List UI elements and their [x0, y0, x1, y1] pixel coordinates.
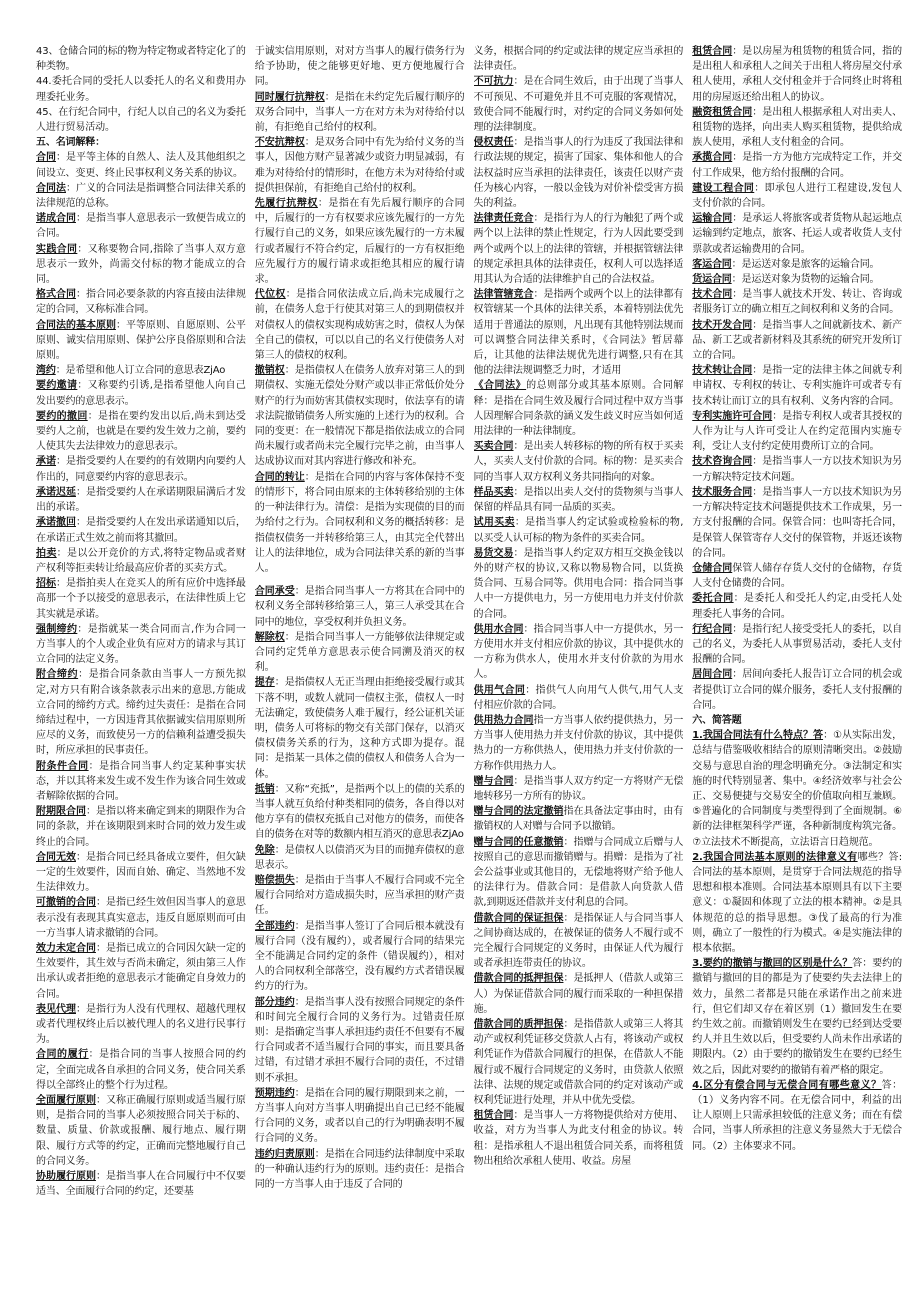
term-label: 违约归责原则	[254, 1148, 315, 1160]
definition-entry	[255, 90, 465, 136]
definition-text: ：是运送对象为货物的运输合同。	[731, 274, 880, 286]
definition-text: ：是指当事人没有按照合同规定的条件和时间完全履行合同的义务行为。过错责任原则：是指确定当事人承担违约责任不但要有不履行合同或者不适当履行合同的事实，而且要具备过错，有过错才承担不履行合同的责任，不过错则不承担。	[254, 996, 465, 1084]
definition-entry	[692, 105, 902, 151]
definition-entry	[692, 728, 902, 850]
term-label: 2.我国合同法基本原则的法律意义有	[692, 851, 858, 863]
term-label: 买卖合同	[473, 441, 514, 453]
term-label: 样品买卖	[473, 486, 514, 498]
definition-text: ：是运送对象是旅客的运输合同。	[731, 258, 880, 270]
definition-entry	[36, 211, 246, 241]
term-label: 融资租赁合同	[692, 106, 753, 118]
term-label: 提存	[254, 677, 275, 689]
term-label: 行纪合同	[692, 623, 733, 635]
definition-entry	[692, 591, 902, 621]
term-label: 法律管辖竞合	[473, 289, 534, 301]
definition-entry	[255, 675, 465, 781]
definition-entry	[692, 667, 902, 713]
term-label: 不可抗力	[473, 76, 514, 88]
text-paragraph	[36, 105, 246, 135]
definition-entry	[474, 835, 684, 911]
term-label: 技术开发合同	[692, 319, 753, 331]
definition-entry	[474, 804, 684, 834]
definition-text: ：是指两个或两个以上的法律都有权管辖某一个具体的法律关系，本着特别法优先适用于普通法的原则，凡出现有其他特别法规而可以调整合同法律关系时，《合同法》暂居幕后，让其他的法律法规优先进行调整,只有在其他的法律法规调整乏力时，才适用	[473, 289, 684, 377]
definition-text: ：是指以将来确定到来的期限作为合同的条款，并在该期限到来时合同的效力发生或终止的合同。	[36, 806, 246, 848]
term-label: 试用买卖	[473, 517, 515, 529]
term-label: 易货交易	[473, 547, 514, 559]
text-column-3	[474, 44, 684, 1289]
definition-entry	[36, 622, 246, 668]
definition-entry	[255, 135, 465, 196]
definition-text: ：是指受要约人在承诺期限届满后才发出的承诺。	[36, 486, 246, 514]
term-label: 诺成合同	[36, 213, 76, 225]
definition-text: ：是双务合同中有先为给付义务的当事人，因他方财产显著减少或资力明显减弱，有难为对待给付的情形时，在他方未为对待给付或提供担保前，有拒绝自己给付的权利。	[254, 137, 465, 194]
text-column-4	[692, 44, 902, 1289]
term-label: 承揽合同	[692, 152, 733, 164]
definition-entry	[36, 409, 246, 455]
term-label: 合同法的基本原则	[36, 319, 116, 331]
definition-text: ：是当事人一方将物提供给对方使用、收益，对方为当事人为此支付租金的协议。转租：是指承租人不退出租赁合同关系，而将租赁物出租给次承租人使用、收益。房屋	[473, 1110, 684, 1167]
term-label: 运输合同	[692, 213, 733, 225]
definition-entry	[692, 409, 902, 455]
definition-entry	[255, 919, 465, 995]
term-label: 免除	[254, 844, 275, 856]
definition-text: ：居间向委托人报告订立合同的机会或者提供订立合同的媒介服务，委托人支付报酬的合同。	[692, 669, 902, 711]
definition-text: ：是指当事人之间就新技术、新产品、新工艺或者新材料及其系统的研究开发所订立的合同。	[692, 319, 902, 362]
term-label: 1.我国合同法有什么特点？答	[692, 730, 824, 742]
definition-entry	[692, 956, 902, 1078]
definition-entry	[692, 287, 902, 317]
term-label: 解除权	[254, 631, 285, 643]
definition-text: 答：（1）义务内容不同。在无偿合同中，利益的出让人原则上只需承担较低的注意义务；而在有偿合同，当事人所承担的注意义务显然大于无偿合同。（2）主体要求不同。	[692, 1079, 902, 1152]
definition-text: ：是指合同已经具备成立要件，但欠缺一定的生效要件，因而自始、确定、当然地不发生法律效力。	[36, 851, 246, 894]
term-label: 抵销	[254, 783, 275, 795]
term-label: 建设工程合同	[692, 182, 755, 194]
term-label: 拍卖	[36, 547, 57, 559]
definition-entry	[692, 1078, 902, 1154]
term-label: 部分违约	[254, 996, 295, 1008]
definition-text: 43、仓储合同的标的物为特定物或者特定化了的种类物。	[36, 46, 246, 73]
definition-entry	[36, 804, 246, 850]
text-paragraph	[36, 44, 246, 74]
definition-entry	[255, 995, 465, 1086]
definition-entry	[36, 318, 246, 364]
term-label: 合同的履行	[36, 1049, 89, 1061]
definition-entry	[692, 485, 902, 561]
definition-text: ：是指专利权人或者其授权的人作为让与人许可受让人在约定范围内实施专利，受让人支付约定使用费所订立的合同。	[692, 410, 902, 453]
definition-entry	[692, 272, 902, 287]
text-paragraph	[474, 44, 684, 74]
definition-text: 指一方当事人依约提供热力，另一方当事人使用热力并支付价款的协议，其中提供热力的一方称供热人，使用热力并支付价款的一方称作供用热力人。	[473, 714, 684, 772]
definition-entry	[36, 941, 246, 1002]
definition-entry	[36, 150, 246, 180]
term-label: 技术合同	[692, 289, 733, 301]
definition-text: ：是指当事人在合同履行中不仅要适当、全面履行合同的约定，还要基	[36, 1171, 246, 1198]
definition-entry	[692, 257, 902, 272]
definition-entry	[255, 782, 465, 843]
definition-entry	[692, 454, 902, 484]
term-label: 专利实施许可合同	[692, 410, 773, 422]
definition-text: ：是指债权人无正当理由拒绝接受履行或其下落不明，或数人就同一债权主张，债权人一时无法确定，致使债务人难于履行，经公证机关证明，债务人可将标的物交有关部门保存，以消灭债权债务关系的行为，这种方式即为提存。混同：是指某一具体之债的债权人和债务人合为一体。	[254, 677, 465, 780]
definition-text: 45、在行纪合同中，行纪人以自己的名义为委托人进行贸易活动。	[36, 106, 246, 134]
definition-text: ：是指拍卖人在竞买人的所有应价中选择最高那一个予以接受的意思表示，在法律性质上它其实就是承诺。	[36, 578, 246, 620]
term-label: 效力未定合同	[36, 942, 96, 954]
definition-text: ：是出卖人转移标的物的所有权于买卖人，买卖人支付价款的合同。标的物：是买卖合同的当事人双方权利义务共同指向的对象。	[473, 441, 684, 483]
definition-text: ：是指当事人意思表示一致便告成立的合同。	[36, 213, 246, 240]
term-label: 同时履行抗辩权	[254, 91, 325, 103]
definition-text: ：指合同当事人中一方提供水，另一方使用水并支付相应价款的协议，其中提供水的一方称为供水人，使用水并支付价款的为用水人。	[473, 623, 684, 681]
term-label: 全面履行原则	[36, 1095, 96, 1107]
definition-text: ：是指当事人的行为违反了我国法律和行政法规的规定，损害了国家、集体和他人的合法权益时应当承担的法律责任，该责任以财产责任为核心内容，一般以金钱为对价补偿受害方损失的利益。	[473, 137, 684, 210]
definition-text: 答：要约的撤销与撤回的目的都是为了使要约失去法律上的效力，虽然二者都是只能在承诺作出之前来进行，但它们却又存在着区别（1）撤回发生在要约生效之前。而撤销则发生在要约已经到达受要约人并且生效以后，但受要约人尚未作出承诺的期限内。（2）由于要约的撤销发生在要约已经生效之后，因此对要约的撤销有着严格的限定。	[692, 958, 902, 1076]
term-label: 合同承受	[254, 586, 295, 598]
definition-text: ：是指保证人与合同当事人之间协商达成的，在被保证的债务人不履行或不完全履行合同规定的义务时，由保证人代为履行或者承担连带责任的协议。	[473, 912, 684, 970]
definition-text: 于诚实信用原则，对对方当事人的履行债务行为给予协助，使之能够更好地、更方便地履行合同。	[254, 46, 465, 88]
section-heading: 六、简答题	[692, 714, 742, 726]
definition-text: ：是指受要约人在要约的有效期内向要约人作出的，同意要约内容的意思表示。	[36, 456, 246, 483]
definition-text: ：是指合同的当事人按照合同的约定，全面完成各自承担的合同义务，使合同关系得以全部终止的整个行为过程。	[36, 1049, 246, 1091]
definition-text: ：即承包人进行工程建设,发包人支付价款的合同。	[692, 182, 902, 210]
definition-text: ：是债权人以债消灭为目的而抛弃债权的意思表示。	[254, 844, 465, 871]
definition-text: ：是委托人和受托人约定,由受托人处理委托人事务的合同。	[692, 593, 902, 620]
definition-text: ：是指当事人双方约定一方将财产无偿地转移另一方所有的协议。	[473, 775, 684, 802]
definition-entry	[474, 774, 684, 804]
definition-text: ：是指一方为他方完成特定工作，并交付工作成果，他方给付报酬的合同。	[692, 152, 902, 179]
term-label: 撤销权	[254, 365, 285, 377]
definition-text: 指在具备法定事由时，由有撤销权的人对赠与合同予以撤销。	[473, 806, 684, 833]
term-label: 承诺	[36, 456, 56, 468]
definition-entry	[474, 971, 684, 1017]
definition-text: ：是指在合同的内容与客体保持不变的情形下，将合同由原来的主体转移给别的主体的一种法律行为。清偿：是指为实现债的目的而为给付之行为。合同权利和义务的概括转移：是指债权债务一并转移给第三人，由其完全代替出让人的法律地位，成为合同法律关系的新的当事人。	[254, 471, 465, 574]
definition-entry	[474, 911, 684, 972]
term-label: 技术服务合同	[692, 486, 753, 498]
definition-entry	[36, 378, 246, 408]
definition-text: ：是指合同依法成立后,尚未完成履行之前，在债务人怠于行使其对第三人的到期债权并对债权人的债权实现构成妨害之时，债权人为保全自己的债权，可以以自己的名义行使债务人对第三人的债权的权利。	[254, 289, 465, 362]
text-paragraph	[255, 44, 465, 90]
definition-text: ：是指就某一类合同而言,作为合同一方当事人的个人或企业负有应对方的请求与其订立合同的法定义务。	[36, 623, 246, 666]
definition-entry	[692, 181, 902, 211]
definition-text: ：指合同必要条款的内容直接由法律规定的合同，又称标准合同。	[36, 289, 246, 316]
definition-entry	[255, 630, 465, 676]
definition-text: ：是指当事人约定双方相互交换金钱以外的财产权的协议,又称以物易物合同，以货换货合同、互易合同等。供用电合同：指合同当事人中一方提供电力，另一方使用电力并支付价款的合同。	[473, 547, 684, 620]
term-label: 赠与合同	[473, 775, 514, 787]
definition-text: ：是指在合同的履行期限到来之前，一方当事人向对方当事人明确提出自己已经不能履行合同的义务，或者以自己的行为明确表明不履行合同的义务。	[254, 1087, 465, 1145]
term-label: 实践合同	[36, 243, 78, 255]
definition-entry	[255, 287, 465, 363]
term-label: 不安抗辩权	[254, 137, 305, 149]
term-label: 附条件合同	[36, 760, 89, 772]
term-label: 赔偿损失	[254, 874, 295, 886]
term-label: 预期违约	[254, 1087, 295, 1099]
definition-entry	[474, 439, 684, 485]
term-label: 租赁合同	[473, 1110, 514, 1122]
term-label: 合同	[36, 152, 56, 164]
definition-text: ：广义的合同法是指调整合同法律关系的法律规范的总称。	[36, 182, 246, 210]
definition-entry	[692, 150, 902, 180]
document-page	[36, 44, 902, 1289]
term-label: 先履行抗辩权	[254, 198, 318, 210]
definition-text: ：是承运人将旅客或者货物从起运地点运输到约定地点，旅客、托运人或者收货人支付票款或者运输费用的合同。	[692, 213, 902, 255]
term-label: 全部违约	[254, 920, 295, 932]
text-column-1	[36, 44, 246, 1289]
term-label: 技术转让合同	[692, 365, 753, 377]
definition-entry	[692, 211, 902, 257]
term-label: 《合同法》	[473, 380, 527, 392]
term-label: 要约邀请	[36, 380, 78, 392]
text-column-2	[255, 44, 465, 1289]
definition-entry	[255, 363, 465, 469]
definition-text: ：是指借款人或第三人将其动产或权利凭证移交贷款人占有，将该动产或权利凭证作为借款合同履行的担保，在借款人不能履行或不履行合同规定的义务时，由贷款人依照法律、法规的规定或借款合同的约定对该动产或权利凭证进行处理，并从中优先受偿。	[473, 1019, 684, 1107]
definition-entry	[474, 74, 684, 135]
definition-text: ：是以房屋为租赁物的租赁合同，指的是出租人和承租人之间关于出租人将房屋交付承租人使用，承租人交付租金并于合同终止时将租用的房屋返还给出租人的协议。	[692, 46, 902, 103]
definition-entry	[474, 378, 684, 439]
term-label: 赠与合同的任意撤销	[473, 836, 564, 848]
term-label: 4.区分有偿合同与无偿合同有哪些意义？	[692, 1079, 882, 1091]
definition-entry	[474, 1108, 684, 1169]
term-label: 供用水合同	[473, 623, 524, 635]
term-label: 法律责任竞合	[473, 213, 534, 225]
definition-entry	[474, 485, 684, 515]
definition-text: ：是指当事人一方以技术知识为另一方解决特定技术问题。	[692, 456, 902, 483]
definition-text: ：是当事人就技术开发、转让、咨询或者服务订立的确立相互之间权利和义务的合同。	[692, 289, 902, 316]
definition-text: ：①从实际出发，总结与借鉴吸收相结合的原则清晰突出。②鼓励交易与意思自治的理念明确充分。③法制定和实施的时代特别显著、集中。④经济效率与社会公正、交易便捷与交易安全的价值取向相互兼顾。⑤普遍化的合同制度与类型得到了全面规制。⑥新的法律框架科学严谨，各种新制度构筑完备。⑦立法技术不断提高，立法语言日趋规范。	[692, 730, 902, 848]
term-label: 协助履行原则	[36, 1171, 96, 1183]
section-heading: 五、名词解释：	[36, 137, 105, 149]
definition-entry	[474, 713, 684, 774]
definition-entry	[255, 584, 465, 630]
definition-text: ：是指合同条款由当事人一方预先拟定,对方只有附合该条款表示出来的意思,方能成立合同的缔约方式。缔约过失责任：是指在合同缔结过程中，一方因违背其依据诚实信用原则所应尽的义务，而致使另一方的信赖利益遭受损失时，所应承担的民事责任。	[36, 669, 246, 757]
definition-text: ：是指在有先后履行顺序的合同中，后履行的一方有权要求应该先履行的一方先行履行自己的义务，如果应该先履行的一方未履行或者履行不符合约定，后履行的一方有权拒绝应先履行方的履行请求或拒绝其相应的履行请求。	[254, 198, 465, 286]
definition-entry	[474, 287, 684, 378]
definition-entry	[692, 363, 902, 409]
definition-text: ：是指当事人约定试验或检验标的物,以买受人认可标的物为条件的买卖合同。	[473, 517, 684, 544]
definition-entry	[36, 287, 246, 317]
definition-text: 44.委托合同的受托人以委托人的名义和费用办理委托业务。	[36, 76, 246, 103]
definition-entry	[255, 470, 465, 576]
term-label: 借款合同的抵押担保	[473, 973, 564, 985]
term-label: 仓储合同	[692, 562, 733, 574]
definition-text: ：是指在要约发出以后,尚未到达受要约人之前，也就是在要约发生效力之前，要约人使其失去法律效力的意思表示。	[36, 410, 246, 453]
definition-text: ：是指在未约定先后履行顺序的双务合同中，当事人一方在对方未为对待给付以前，有拒绝自己给付的权利。	[254, 91, 465, 134]
term-label: 供用气合同	[473, 684, 526, 696]
term-label: 租赁合同	[692, 46, 733, 57]
definition-entry	[474, 211, 684, 287]
definition-text: ：是指已成立的合同因欠缺一定的生效要件，其生效与否尚未确定，须由第三人作出承认或者拒绝的意思表示才能确定自身效力的合同。	[36, 942, 246, 1000]
definition-text: 哪些？答:合同法的基本原则，是贯穿于合同法规范的指导思想和根本准则。合同法基本原则具有以下主要意义：①凝固和体现了立法的根本精神。②是具体规范的总的指导思想。③伐了最高的行为准则，确立了一般性的行为模式。④是实施法律的根本依据。	[692, 851, 902, 954]
text-paragraph	[36, 74, 246, 104]
definition-entry	[36, 576, 246, 622]
term-label: 要约的撤回	[36, 410, 88, 422]
definition-text: ：是指当事人一方以技术知识为另一方解决特定技术问题提供技术工作成果，另一方支付报酬的合同。保管合同：也叫寄托合同，是保管人保管寄存人交付的保管物，并返还该物的合同。	[692, 486, 902, 559]
definition-entry	[36, 667, 246, 758]
definition-text: ：是指以出卖人交付的货物须与当事人保留的样品具有同一品质的买卖。	[473, 486, 684, 514]
term-label: 客运合同	[692, 258, 732, 270]
definition-entry	[474, 546, 684, 622]
definition-text: ：是平等主体的自然人、法人及其他组织之间设立、变更、终止民事权利义务关系的协议。	[36, 152, 246, 179]
term-label: 合同无效	[36, 851, 76, 863]
definition-text: ：是指当事人签订了合同后根本就没有履行合同（没有履约），或者履行合同的结果完全不能满足合同约定的条件（错误履约），相对人的合同权利全部落空，没有履约方式者错误履约方的行为。	[254, 920, 465, 993]
term-label: 格式合同	[36, 289, 76, 301]
definition-text: ：是抵押人（借款人或第三人）为保证借款合同的履行而采取的一种担保措施。	[473, 973, 684, 1015]
definition-text: ：是指合同当事人一方将其在合同中的权利义务全部转移给第三人，第三人承受其在合同中的地位，享受权利并负担义务。	[254, 586, 465, 628]
definition-text: ：平等原则、自愿原则、公平原则、诚实信用原则、保护公序良俗原则和合法原则。	[36, 319, 246, 362]
definition-entry	[255, 873, 465, 919]
term-label: 可撤销的合同	[36, 897, 96, 909]
definition-text: ：是指行为人没有代理权、超越代理权或者代理权终止后以被代理人的名义进行民事行为。	[36, 1003, 246, 1046]
definition-entry	[255, 843, 465, 873]
definition-text: 保管人储存存货人交付的仓储物，存货人支付仓储费的合同。	[692, 562, 902, 590]
term-label: 居间合同	[692, 669, 733, 681]
definition-entry	[36, 895, 246, 941]
definition-entry	[36, 515, 246, 545]
definition-text: ：是指受要约人在发出承诺通知以后，在承诺正式生效之前而将其撤回。	[36, 517, 246, 544]
definition-text: ：指赠与合同成立后赠与人按照自己的意思而撤销赠与。捐赠：是指为了社会公益事业或其他目的，无偿地将财产给予他人的法律行为。借款合同：是借款人向贷款人借款,到期返还借款并支付利息的合同。	[473, 836, 684, 909]
definition-text: ：是出租人根据承租人对出卖人、租赁物的选择，向出卖人购买租赁物，提供给成族人使用，承租人支付租金的合同。	[692, 106, 902, 149]
definition-entry	[255, 1086, 465, 1147]
definition-text: ：是指一定的法律主体之间就专利申请权、专利权的转让、专利实施许可或者专有技术转让而订立的具有权利、义务内容的合同。	[692, 365, 902, 407]
definition-text: 的总则部分或其基本原则。合同解释：是指在合同生效及履行合同过程中双方当事人因理解合同条款的涵义发生歧义时应当如何适用法律的一种法律制度。	[473, 380, 684, 438]
term-label: 货运合同	[692, 274, 732, 286]
definition-text: ：又称“充抵”，是指两个以上的债的关系的当事人就互负给付种类相同的债务，各自得以对他方享有的债权充抵自己对他方的债务，而使各自的债务在对等的数额内相互消灭的意思表ZjAo	[254, 783, 465, 841]
definition-text: ：又称正确履行原则或适当履行原则，是指合同的当事人必须按照合同关于标的、数量、质量、价款或报酬、履行地点、履行期限、履行方式等的约定，正确而完整地履行自己的合同义务。	[36, 1095, 246, 1167]
definition-text: ：又称要物合同,指除了当事人双方意思表示一致外，尚需交付标的物才能成立的合同。	[36, 243, 246, 286]
term-label: 招标	[36, 578, 56, 590]
term-label: 承诺撤回	[36, 517, 76, 529]
definition-text: ：是指在合同违约法律制度中采取的一种确认违约行为的原则。违约责任：是指合同的一方当事人由于违反了合同的	[254, 1148, 465, 1191]
definition-entry	[36, 181, 246, 211]
definition-entry	[692, 561, 902, 591]
definition-entry	[36, 850, 246, 896]
term-label: 赠与合同的法定撤销	[473, 806, 564, 818]
definition-text: ：是希望和他人订立合同的意思表ZjAo	[55, 365, 226, 377]
definition-text: ：是指已经生效但因当事人的意思表示没有表现其真实意志，违反自愿原则而可由一方当事人请求撤销的合同。	[36, 897, 246, 939]
definition-text: ：是指合同当事人约定某种事实状态，并以其将来发生或不发生作为该合同生效或者解除依据的合同。	[36, 760, 246, 802]
definition-entry	[36, 454, 246, 484]
definition-entry	[474, 515, 684, 545]
definition-entry	[36, 1093, 246, 1169]
definition-text: ：指供气人向用气人供气,用气人支付相应价款的合同。	[473, 684, 684, 711]
term-label: 技术咨询合同	[692, 456, 753, 468]
definition-entry	[474, 622, 684, 683]
term-label: 3.要约的撤销与撤回的区别是什么？	[692, 958, 853, 970]
term-label: 附合缔约	[36, 669, 79, 681]
definition-entry	[255, 196, 465, 287]
definition-text: ：是以公开竞价的方式,将特定物品或者财产权利等拒卖转让给最高应价者的买卖方式。	[36, 547, 246, 574]
term-label: 湾约	[36, 365, 56, 377]
definition-text: ：是指行为人的行为触犯了两个或两个以上法律的禁止性规定，行为人因此要受到两个或两个以上的法律的管辖，并根据管辖法律的规定承担具体的法律责任，权利人可以选择适用其认为合适的法律维护自己的合法权益。	[473, 213, 684, 286]
definition-entry	[36, 1047, 246, 1093]
term-label: 附期限合同	[36, 806, 86, 818]
term-label: 侵权责任	[473, 137, 514, 149]
paragraph-spacer	[255, 576, 465, 584]
definition-entry	[36, 759, 246, 805]
definition-entry	[692, 318, 902, 364]
term-label: 强制缔约	[36, 623, 78, 635]
term-label: 表见代理	[36, 1003, 76, 1015]
definition-entry	[474, 683, 684, 713]
definition-entry	[36, 485, 246, 515]
definition-entry	[255, 1147, 465, 1193]
term-label: 合同法	[36, 182, 66, 194]
definition-text: ：是指债权人在债务人放弃对第三人的到期债权、实施无偿处分财产或以非正常低价处分财产的行为而妨害其债权实现时，依法享有的请求法院撤销债务人所实施的上述行为的权利。合同的变更：在一般情况下都是指依法成立的合同尚未履行或者尚未完全履行完毕之前，由当事人达成协议而对其内容进行修改和补充。	[254, 365, 465, 468]
definition-text: 义务，根据合同的约定或法律的规定应当承担的法律责任。	[473, 46, 684, 73]
term-label: 合同的转让	[254, 471, 305, 483]
definition-text: ：是指由于当事人不履行合同或不完全履行合同给对方造成损失时，应当承担的财产责任。	[254, 874, 465, 917]
definition-entry	[692, 622, 902, 668]
term-label: 承诺迟延	[36, 486, 76, 498]
term-label: 代位权	[254, 289, 286, 301]
definition-entry	[36, 1169, 246, 1199]
definition-entry	[36, 546, 246, 576]
definition-entry	[692, 44, 902, 105]
definition-entry	[474, 1017, 684, 1108]
definition-entry	[36, 363, 246, 378]
definition-entry	[474, 135, 684, 211]
definition-text: ：是指合同当事人一方能够依法律规定或合同约定凭单方意思表示使合同溯及消灭的权利。	[254, 631, 465, 674]
term-label: 借款合同的保证担保	[473, 912, 564, 924]
definition-text: ：是指行纪人接受受托人的委托，以自己的名义，为委托人从事贸易活动，委托人支付报酬的合同。	[692, 623, 902, 666]
term-label: 委托合同	[692, 593, 734, 605]
definition-text: ：又称要约引诱,是指希望他人向自己发出要约的意思表示。	[36, 380, 246, 407]
definition-entry	[36, 242, 246, 288]
term-label: 借款合同的质押担保	[473, 1019, 564, 1030]
definition-entry	[692, 850, 902, 956]
definition-entry	[36, 1002, 246, 1048]
definition-text: ：是在合同生效后，由于出现了当事人不可预见、不可避免并且不可克服的客观情况，致使合同不能履行时，对约定的合同义务如何处理的法律制度。	[473, 76, 684, 134]
term-label: 供用热力合同	[473, 714, 534, 726]
